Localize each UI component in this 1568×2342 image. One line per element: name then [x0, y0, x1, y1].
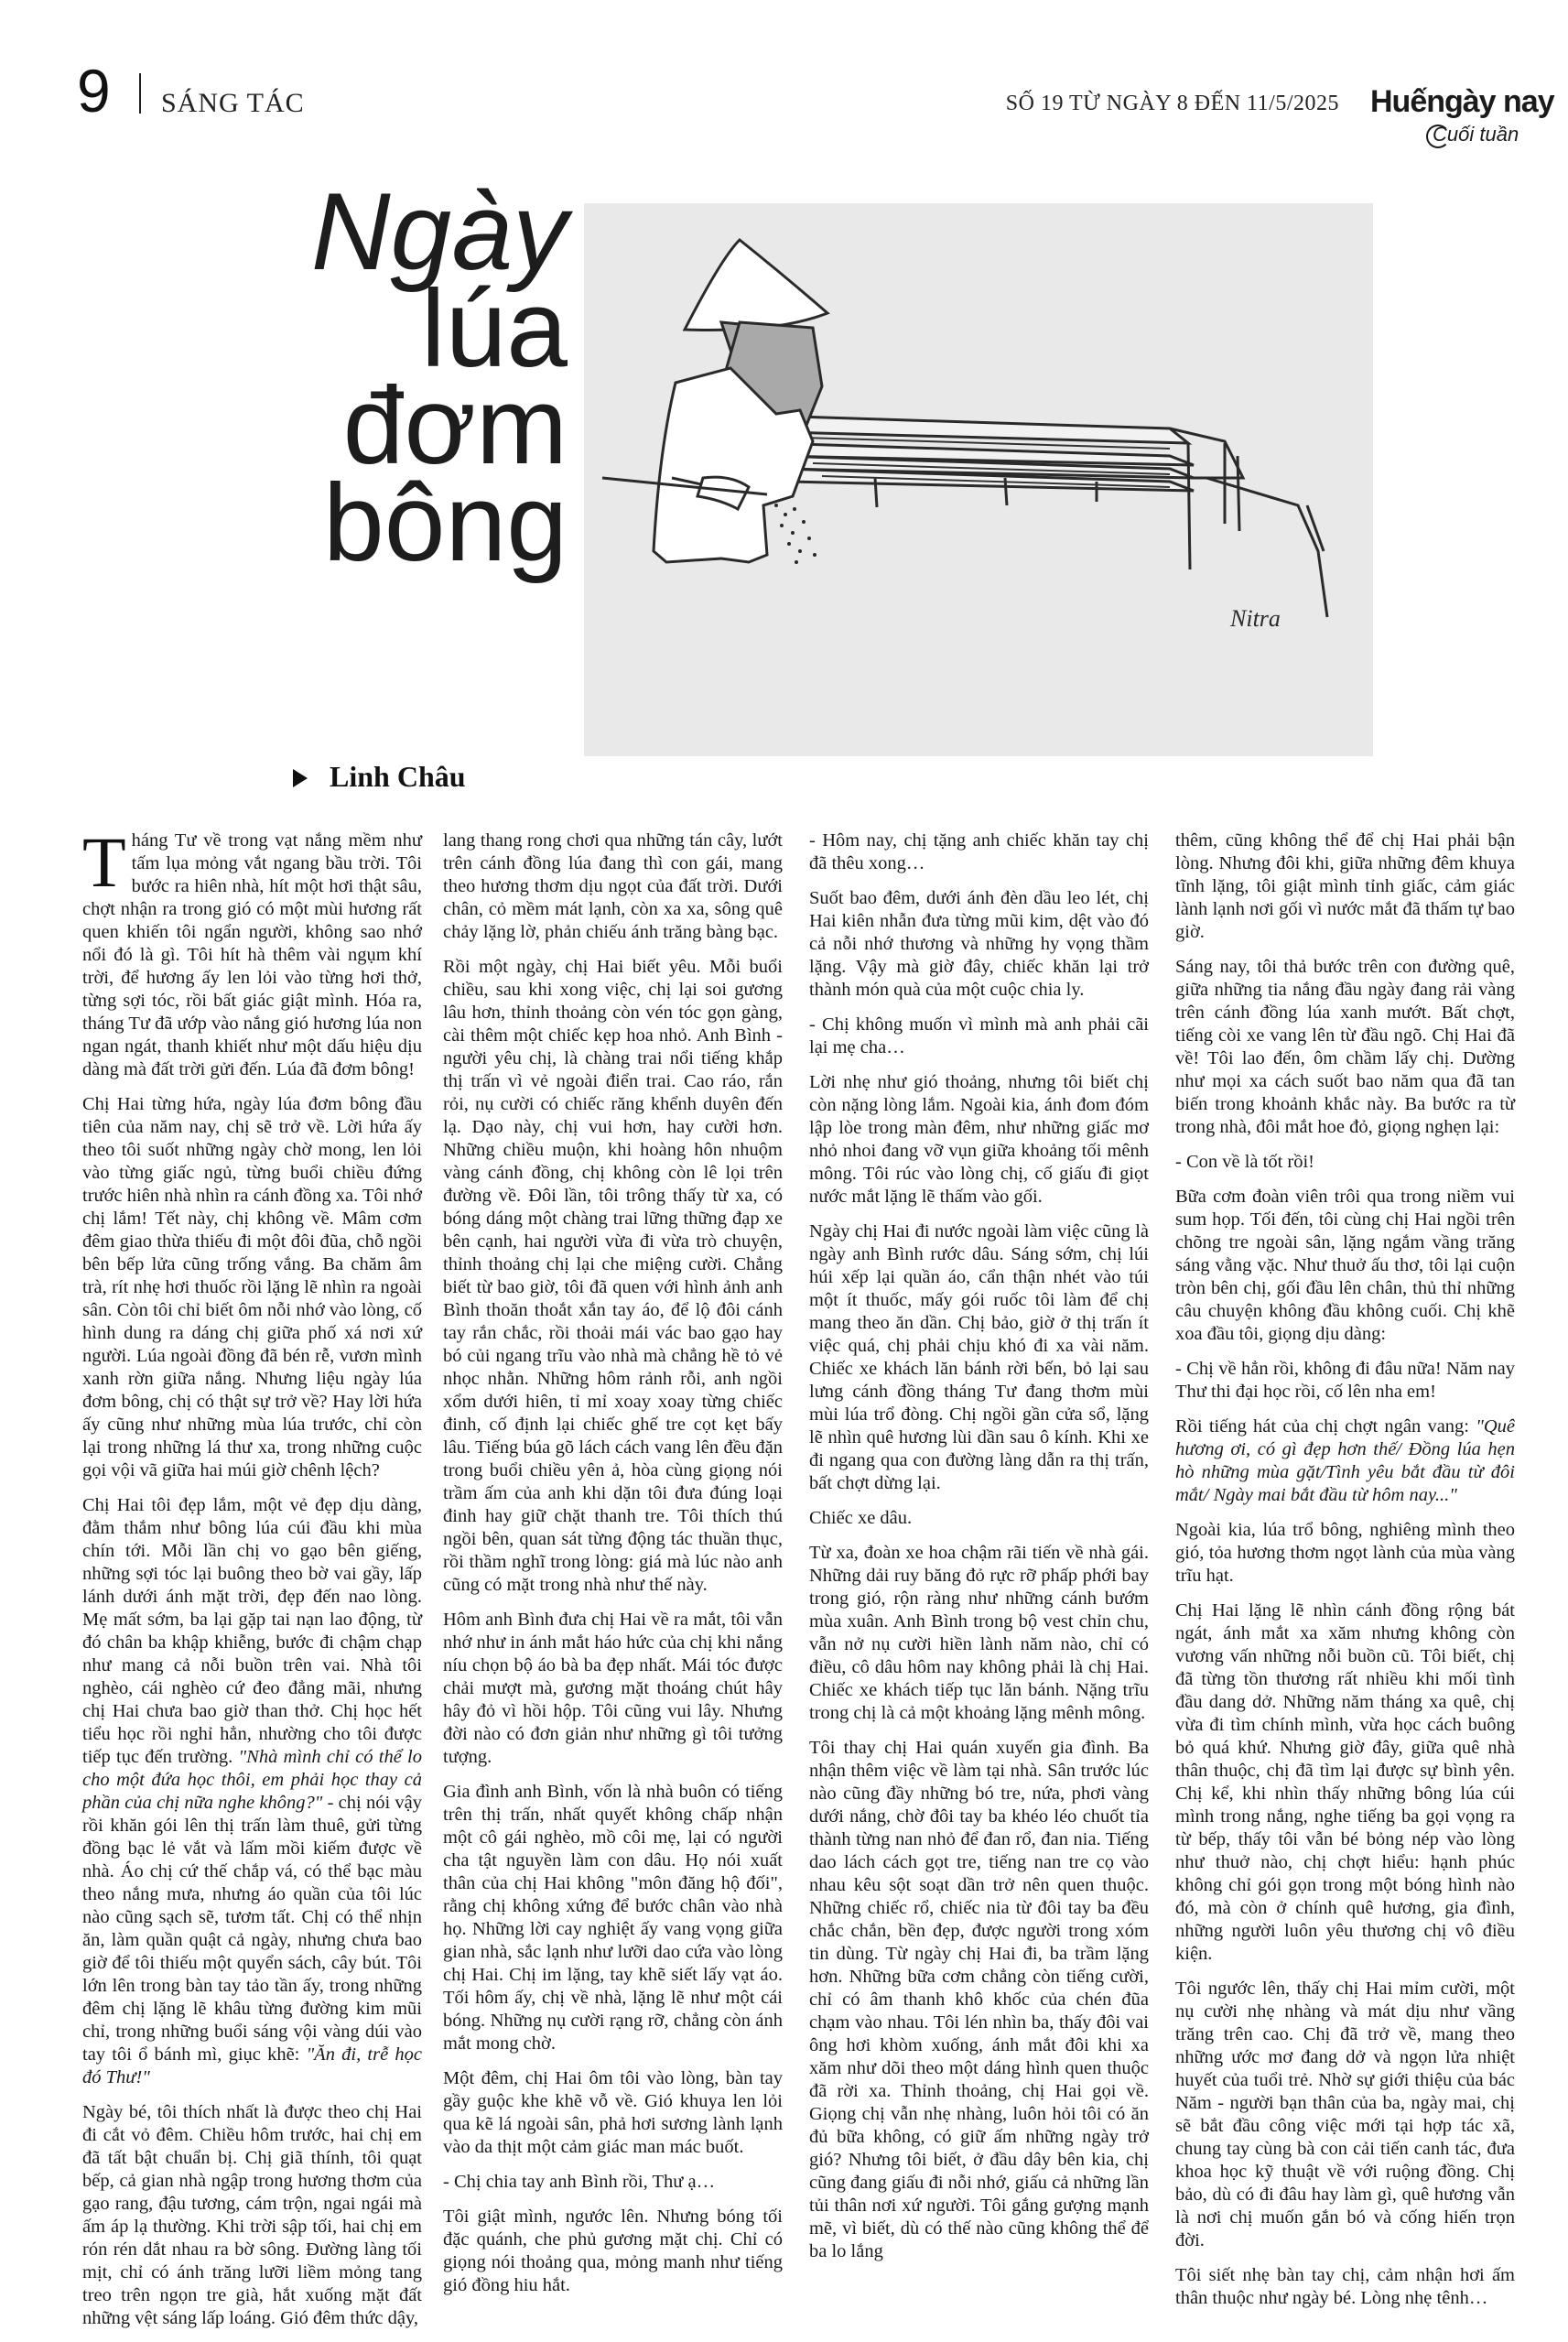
section-title: SÁNG TÁC [161, 88, 305, 118]
header-divider [139, 73, 141, 114]
paragraph: Tôi thay chị Hai quán xuyến gia đình. Ba nhận thêm việc về làm tại nhà. Sân trước lúc nào cũng đầy những bó tre, nứa, phơi vàng dưới nắng, chờ đôi tay ba khéo léo chuốt tỉa thành từng nan nhỏ để đan rổ, đan nia. Tiếng dao lách cách gọt tre, tiếng nan tre cọ vào nhau kêu sột soạt dần trở nên quen thuộc. Những chiếc rổ, chiếc nia từ đôi tay ba đều chắc chắn, bền đẹp, được người trong xóm tin dùng. Từ ngày chị Hai đi, ba trầm lặng hơn. Những bữa cơm chẳng còn tiếng cười, chỉ có âm thanh khô khốc của chén đũa chạm vào nhau. Tôi lén nhìn ba, thấy đôi vai ông hơi khòm xuống, ánh mắt đôi khi xa xăm như dõi theo một dáng hình quen thuộc đã rời xa. Thỉnh thoảng, chị Hai gọi về. Giọng chị vẫn nhẹ nhàng, luôn hỏi tôi có ăn đủ bữa không, có giữ ấm những ngày trở gió? Nhưng tôi biết, ở đầu dây bên kia, chị cũng đang giấu đi nỗi nhớ, giấu cả những lần tủi thân nơi xứ người. Tôi gắng gượng mạnh mẽ, vì biết, dù có thế nào cũng không thể để ba lo lắng [809, 1738, 1149, 2261]
illustration-drawing [584, 203, 1373, 756]
author-byline [330, 760, 466, 794]
article-column-3 [809, 829, 1149, 2275]
paragraph: Bữa cơm đoàn viên trôi qua trong niềm vui sum họp. Tối đến, tôi cùng chị Hai ngồi trên chõng tre ngoài sân, lặng ngắm vầng trăng sáng vằng vặc. Như thuở ấu thơ, tôi lại cuộn tròn bên chị, gối đầu lên chân, thủ thỉ những câu chuyện không đầu không cuối. Chị khẽ xoa đầu tôi, giọng dịu dàng: [1175, 1187, 1515, 1344]
title-line: Ngày [310, 170, 568, 293]
paragraph: Suốt bao đêm, dưới ánh đèn dầu leo lét, chị Hai kiên nhẫn đưa từng mũi kim, dệt vào đó cả nỗi nhớ thương và những hy vọng thầm lặng. Vậy mà giờ đây, chiếc khăn lại trở thành món quà của một cuộc chia ly. [809, 888, 1149, 1000]
paragraph: Tôi giật mình, ngước lên. Nhưng bóng tối đặc quánh, che phủ gương mặt chị. Chỉ có giọng nói thoảng qua, mỏng manh như tiếng gió đồng hiu hắt. [443, 2206, 783, 2295]
issue-info: SỐ 19 TỪ NGÀY 8 ĐẾN 11/5/2025 [1005, 92, 1339, 115]
paragraph: Sáng nay, tôi thả bước trên con đường quê, giữa những tia nắng đầu ngày đang rải vàng trên cánh đồng lúa xanh mướt. Bất chợt, tiếng còi xe vang lên từ đầu ngõ. Chị Hai đã về! Tôi lao đến, ôm chầm lấy chị. Dường như mọi xa cách suốt bao năm qua đã tan biến trong khoảnh khắc này. Ba bước ra từ trong nhà, đôi mắt hoe đỏ, giọng nghẹn lại: [1175, 957, 1515, 1137]
paragraph: Ngày chị Hai đi nước ngoài làm việc cũng là ngày anh Bình rước dâu. Sáng sớm, chị lúi húi xếp lại quần áo, cẩn thận nhét vào túi một ít thuốc, mấy gói ruốc tôi làm để chị mang theo ăn dần. Chị bảo, giờ ở thị trấn ít việc quá, chị phải chịu khó đi xa vài năm. Chiếc xe khách lăn bánh rời bến, bỏ lại sau lưng cánh đồng tháng Tư đang thơm mùi mùi lúa trổ đòng. Chị ngồi gần cửa sổ, lặng lẽ nhìn quê hương lùi dần sau ô kính. Khi xe đi ngang qua con đường làng dẫn ra thị trấn, bất chợt dừng lại. [809, 1221, 1149, 1493]
paragraph: Từ xa, đoàn xe hoa chậm rãi tiến về nhà gái. Những dải ruy băng đỏ rực rỡ phấp phới bay trong gió, rộn ràng như những cánh bướm mùa xuân. Anh Bình trong bộ vest chỉn chu, vẫn nở nụ cười hiền lành năm nào, chỉ có điều, cô dâu hôm nay không phải là chị Hai. Chiếc xe khách tiếp tục lăn bánh. Nặng trĩu trong chị là cả một khoảng lặng mênh mông. [809, 1543, 1149, 1723]
article-title [183, 170, 568, 584]
play-triangle-icon [293, 769, 308, 787]
paragraph: Tháng Tư về trong vạt nắng mềm như tấm lụa mỏng vắt ngang bầu trời. Tôi bước ra hiên nhà, hít một hơi thật sâu, chợt nhận ra trong gió có một mùi hương rất quen khiến tôi ngẩn người, không sao nhớ nổi đó là gì. Tôi hít hà thêm vài ngụm khí trời, để hương ấy len lỏi vào từng hơi thở, từng sợi tóc, rồi bất giác giật mình. Hóa ra, tháng Tư đã ướp vào nắng gió hương lúa non ngan ngát, thanh khiết như một dấu hiệu dịu dàng mà đất trời gửi đến. Lúa đã đơm bông! [82, 822, 422, 1079]
author-name: Linh Châu [330, 760, 466, 793]
paragraph: Lời nhẹ như gió thoảng, nhưng tôi biết chị còn nặng lòng lắm. Ngoài kia, ánh đom đóm lập lòe trong màn đêm, như những giấc mơ nhỏ nhoi đang vỡ vụn giữa khoảng tối mênh mông. Tôi rúc vào lòng chị, cố giấu đi giọt nước mắt lặng lẽ thấm vào gối. [809, 1072, 1149, 1207]
paragraph: - Chị không muốn vì mình mà anh phải cãi lại mẹ cha… [809, 1014, 1149, 1057]
brand-logo: Huếngày nay [1370, 84, 1554, 119]
illustrator-signature: Nitra [1230, 605, 1281, 632]
paragraph: Tôi ngước lên, thấy chị Hai mỉm cười, một nụ cười nhẹ nhàng và mát dịu như vầng trăng trên cao. Chị đã trở về, mang theo những ước mơ đang dở và ngọn lửa nhiệt huyết của tuổi trẻ. Nhờ sự giới thiệu của bác Năm - người bạn thân của ba, ngày mai, chị sẽ bắt đầu công việc mới tại hợp tác xã, chung tay cùng bà con cải tiến canh tác, đưa khoa học kỹ thuật về với ruộng đồng. Chị bảo, dù có đi đâu hay làm gì, quê hương vẫn là nơi chị muốn gắn bó và cống hiến trọn đời. [1175, 1979, 1515, 2250]
paragraph: Chị Hai tôi đẹp lắm, một vẻ đẹp dịu dàng, đằm thắm như bông lúa cúi đầu khi mùa chín tới. Mỗi lần chị vo gạo bên giếng, những sợi tóc lại buông theo bờ vai gầy, lấp lánh dưới ánh mặt trời, đẹp đến nao lòng. Mẹ mất sớm, ba lại gặp tai nạn lao động, từ đó chân ba khập khiễng, bước đi chậm chạp như mang cả nỗi buồn trên vai. Nhà tôi nghèo, cái nghèo cứ đeo đẳng mãi, nhưng chị Hai chưa bao giờ than thở. Chị học hết tiểu học rồi nghỉ hẳn, nhường cho tôi được tiếp tục đến trường. "Nhà mình chỉ có thể lo cho một đứa học thôi, em phải học thay cả phần của chị nữa nghe không?" - chị nói vậy rồi khăn gói lên thị trấn làm thuê, gửi từng đồng bạc lẻ vắt và lấm mồi kiếm được về nhà. Áo chị cứ thế chắp vá, có thể bạc màu theo nắng mưa, nhưng áo quần của tôi lúc nào cũng sạch sẽ, tươm tất. Chị có thể nhịn ăn, làm quần quật cả ngày, nhưng chưa bao giờ để tôi thiếu một quyển sách, cây bút. Tôi lớn lên trong bàn tay tảo tần ấy, trong những đêm chị lặng lẽ khâu từng đường kim mũi chỉ, trong những buổi sáng vội vàng dúi vào tay tôi ổ bánh mì, giục khẽ: "Ăn đi, trễ học đó Thư!" [82, 1495, 422, 2087]
title-line: đơm [342, 364, 568, 487]
page-number: 9 [77, 57, 111, 125]
paragraph: Chị Hai lặng lẽ nhìn cánh đồng rộng bát ngát, ánh mắt xa xăm nhưng không còn vương vấn những nỗi buồn cũ. Tôi biết, chị đã từng tồn thương rất nhiều khi mối tình đầu dang dở. Những năm tháng xa quê, chị vừa đi tìm chính mình, vừa học cách buông bỏ quá khứ. Nhưng giờ đây, giữa quê nhà thân thuộc, chị đã tìm lại được sự bình yên. Chị kể, khi nhìn thấy những bông lúa cúi mình trong nắng, nghe tiếng ba gọi vọng ra từ bếp, thấy tôi vẫn bé bỏng nép vào lòng như thuở nào, chị chợt hiểu: hạnh phúc không chỉ gói gọn trong một bóng hình nào đó, mà còn ở chính quê hương, gia đình, những người luôn yêu thương chị vô điều kiện. [1175, 1600, 1515, 1964]
article-column-4 [1175, 829, 1515, 2322]
paragraph: Chị Hai từng hứa, ngày lúa đơm bông đầu tiên của năm nay, chị sẽ trở về. Lời hứa ấy theo tôi suốt những ngày chờ mong, len lỏi vào từng giấc ngủ, từng buổi chiều đứng trước hiên nhà nhìn ra cánh đồng xa. Tôi nhớ chị lắm! Tết này, chị không về. Mâm cơm đêm giao thừa thiếu đi một đôi đũa, chỗ ngồi bên bếp lửa cũng trống vắng. Ba chăm âm trà, rít nhẹ hơi thuốc rồi lặng lẽ nhìn ra ngoài sân. Còn tôi chỉ biết ôm nỗi nhớ vào lòng, cố hình dung ra dáng chị giữa phố xá nơi xứ người. Lúa ngoài đồng đã bén rễ, vươn mình xanh rờn giữa nắng. Nhưng liệu ngày lúa đơm bông, chị có thật sự trở về? Hay lời hứa ấy cũng như những mùa lúa trước, chỉ còn lại trong những lá thư xa, trong những cuộc gọi vội vã giữa hai múi giờ chênh lệch? [82, 1094, 422, 1480]
article-column-2 [443, 829, 783, 2309]
paragraph: Tôi siết nhẹ bàn tay chị, cảm nhận hơi ấm thân thuộc như ngày bé. Lòng nhẹ tênh… [1175, 2265, 1515, 2308]
drop-cap: T [82, 822, 126, 902]
title-line: lúa [420, 267, 568, 390]
paragraph: Gia đình anh Bình, vốn là nhà buôn có tiếng trên thị trấn, nhất quyết không chấp nhận một cô gái nghèo, mồ côi mẹ, lại có người cha tật nguyền làm con dâu. Họ nói xuất thân của chị Hai không "môn đăng hộ đối", rằng chị không xứng để bước chân vào nhà họ. Những lời cay nghiệt ấy vang vọng giữa gian nhà, sắc lạnh như lưỡi dao cứa vào lòng chị Hai. Chị im lặng, tay khẽ siết lấy vạt áo. Tối hôm ấy, chị về nhà, lặng lẽ như một cái bóng. Những nụ cười rạng rỡ, chẳng còn ánh mắt mong chờ. [443, 1782, 783, 2054]
brand-subtitle: Cuối tuần [1433, 123, 1519, 146]
paragraph: Ngày bé, tôi thích nhất là được theo chị Hai đi cắt vỏ đêm. Chiều hôm trước, hai chị em đã tất bật chuẩn bị. Chị giã thính, tôi quạt bếp, cả gian nhà ngập trong hương thơm của gạo rang, đậu tương, cám trộn, ngai ngái mà ấm áp lạ thường. Khi trời sập tối, hai chị em rón rén dắt nhau ra bờ sông. Đường làng tối mịt, chỉ có ánh trăng lưỡi liềm mỏng tang treo trên ngọn tre già, hắt xuống mặt đất những vệt sáng lấp loáng. Gió đêm thức dậy, [82, 2102, 422, 2328]
paragraph: Chiếc xe dâu. [809, 1508, 913, 1528]
paragraph: Rồi một ngày, chị Hai biết yêu. Mỗi buổi chiều, sau khi xong việc, chị lại soi gương lâu hơn, thỉnh thoảng còn vén tóc gọn gàng, cài thêm một chiếc kẹp hoa nhỏ. Anh Bình - người yêu chị, là chàng trai nổi tiếng khắp thị trấn vì vẻ ngoài điển trai. Cao ráo, rắn rỏi, nụ cười có chiếc răng khểnh duyên đến lạ. Dạo này, chị vui hơn, hay cười hơn. Những chiều muộn, khi hoàng hôn nhuộm vàng cánh đồng, chị không còn lê lọi trên đường về. Đôi lần, tôi trông thấy từ xa, có bóng dáng một chàng trai lững thững đạp xe bên cạnh, hai người vừa đi vừa trò chuyện, thỉnh thoảng chị lại che miệng cười. Chẳng biết từ bao giờ, tôi đã quen với hình ảnh anh Bình thoăn thoắt xắn tay áo, để lộ đôi cánh tay rắn chắc, rồi thoải mái vác bao gạo hay bó củi ngang trĩu vào nhà mà chẳng hề tỏ vẻ nhọc nhằn. Những hôm rảnh rỗi, anh ngồi xổm dưới hiên, tỉ mỉ xoay xoay từng chiếc đinh, cố định lại chiếc ghế tre cọt kẹt bấy lâu. Tiếng búa gõ lách cách vang lên đều đặn trong buổi chiều yên ả, hòa cùng giọng nói trầm ấm của anh khi dặn tôi đưa đúng loại đinh hay giữ chặt thanh tre. Tôi thích thú ngồi bên, quan sát từng động tác thuần thục, rồi thầm nghĩ trong lòng: giá mà lúc nào anh cũng có mặt trong nhà như thế này. [443, 957, 783, 1595]
paragraph: thêm, cũng không thể để chị Hai phải bận lòng. Nhưng đôi khi, giữa những đêm khuya tĩnh lặng, tôi giật mình tỉnh giấc, cảm giác lành lạnh nơi gối vì nước mắt đã thấm tự bao giờ. [1175, 830, 1515, 942]
illustration-woman-drying-rice [584, 203, 1373, 756]
paragraph: Ngoài kia, lúa trổ bông, nghiêng mình theo gió, tỏa hương thơm ngọt lành của mùa vàng trĩu hạt. [1175, 1520, 1515, 1586]
paragraph: Một đêm, chị Hai ôm tôi vào lòng, bàn tay gầy guộc khe khẽ vỗ về. Gió khuya len lỏi qua kẽ lá ngoài sân, phả hơi sương lành lạnh vào da thịt một cảm giác man mác buốt. [443, 2068, 783, 2157]
paragraph: Hôm anh Bình đưa chị Hai về ra mắt, tôi vẫn nhớ như in ánh mắt háo hức của chị khi nắng níu chọn bộ áo bà ba đẹp nhất. Mái tóc được chải mượt mà, gương mặt thoáng chút hây hây đỏ vì hồi hộp. Tôi cũng vui lây. Nhưng đời nào có đơn giản như những gì tôi tưởng tượng. [443, 1610, 783, 1767]
article-column-1 [82, 822, 422, 2342]
paragraph: - Chị về hẳn rồi, không đi đâu nữa! Năm nay Thư thi đại học rồi, cố lên nha em! [1175, 1359, 1515, 1402]
paragraph: Rồi tiếng hát của chị chợt ngân vang: "Quê hương ơi, có gì đẹp hơn thế/ Đồng lúa hẹn hò những mùa gặt/Tình yêu bắt đầu từ đôi mắt/ Ngày mai bắt đầu từ hôm nay..." [1175, 1416, 1515, 1505]
paragraph: lang thang rong chơi qua những tán cây, lướt trên cánh đồng lúa đang thì con gái, mang theo hương thơm dịu ngọt của đất trời. Dưới chân, cỏ mềm mát lạnh, còn xa xa, sông quê chảy lặng lờ, phản chiếu ánh trăng bàng bạc. [443, 830, 783, 942]
paragraph: - Hôm nay, chị tặng anh chiếc khăn tay chị đã thêu xong… [809, 830, 1149, 873]
paragraph: - Chị chia tay anh Bình rồi, Thư ạ… [443, 2172, 716, 2192]
paragraph: - Con về là tốt rồi! [1175, 1152, 1315, 1172]
title-line: bông [323, 461, 568, 584]
